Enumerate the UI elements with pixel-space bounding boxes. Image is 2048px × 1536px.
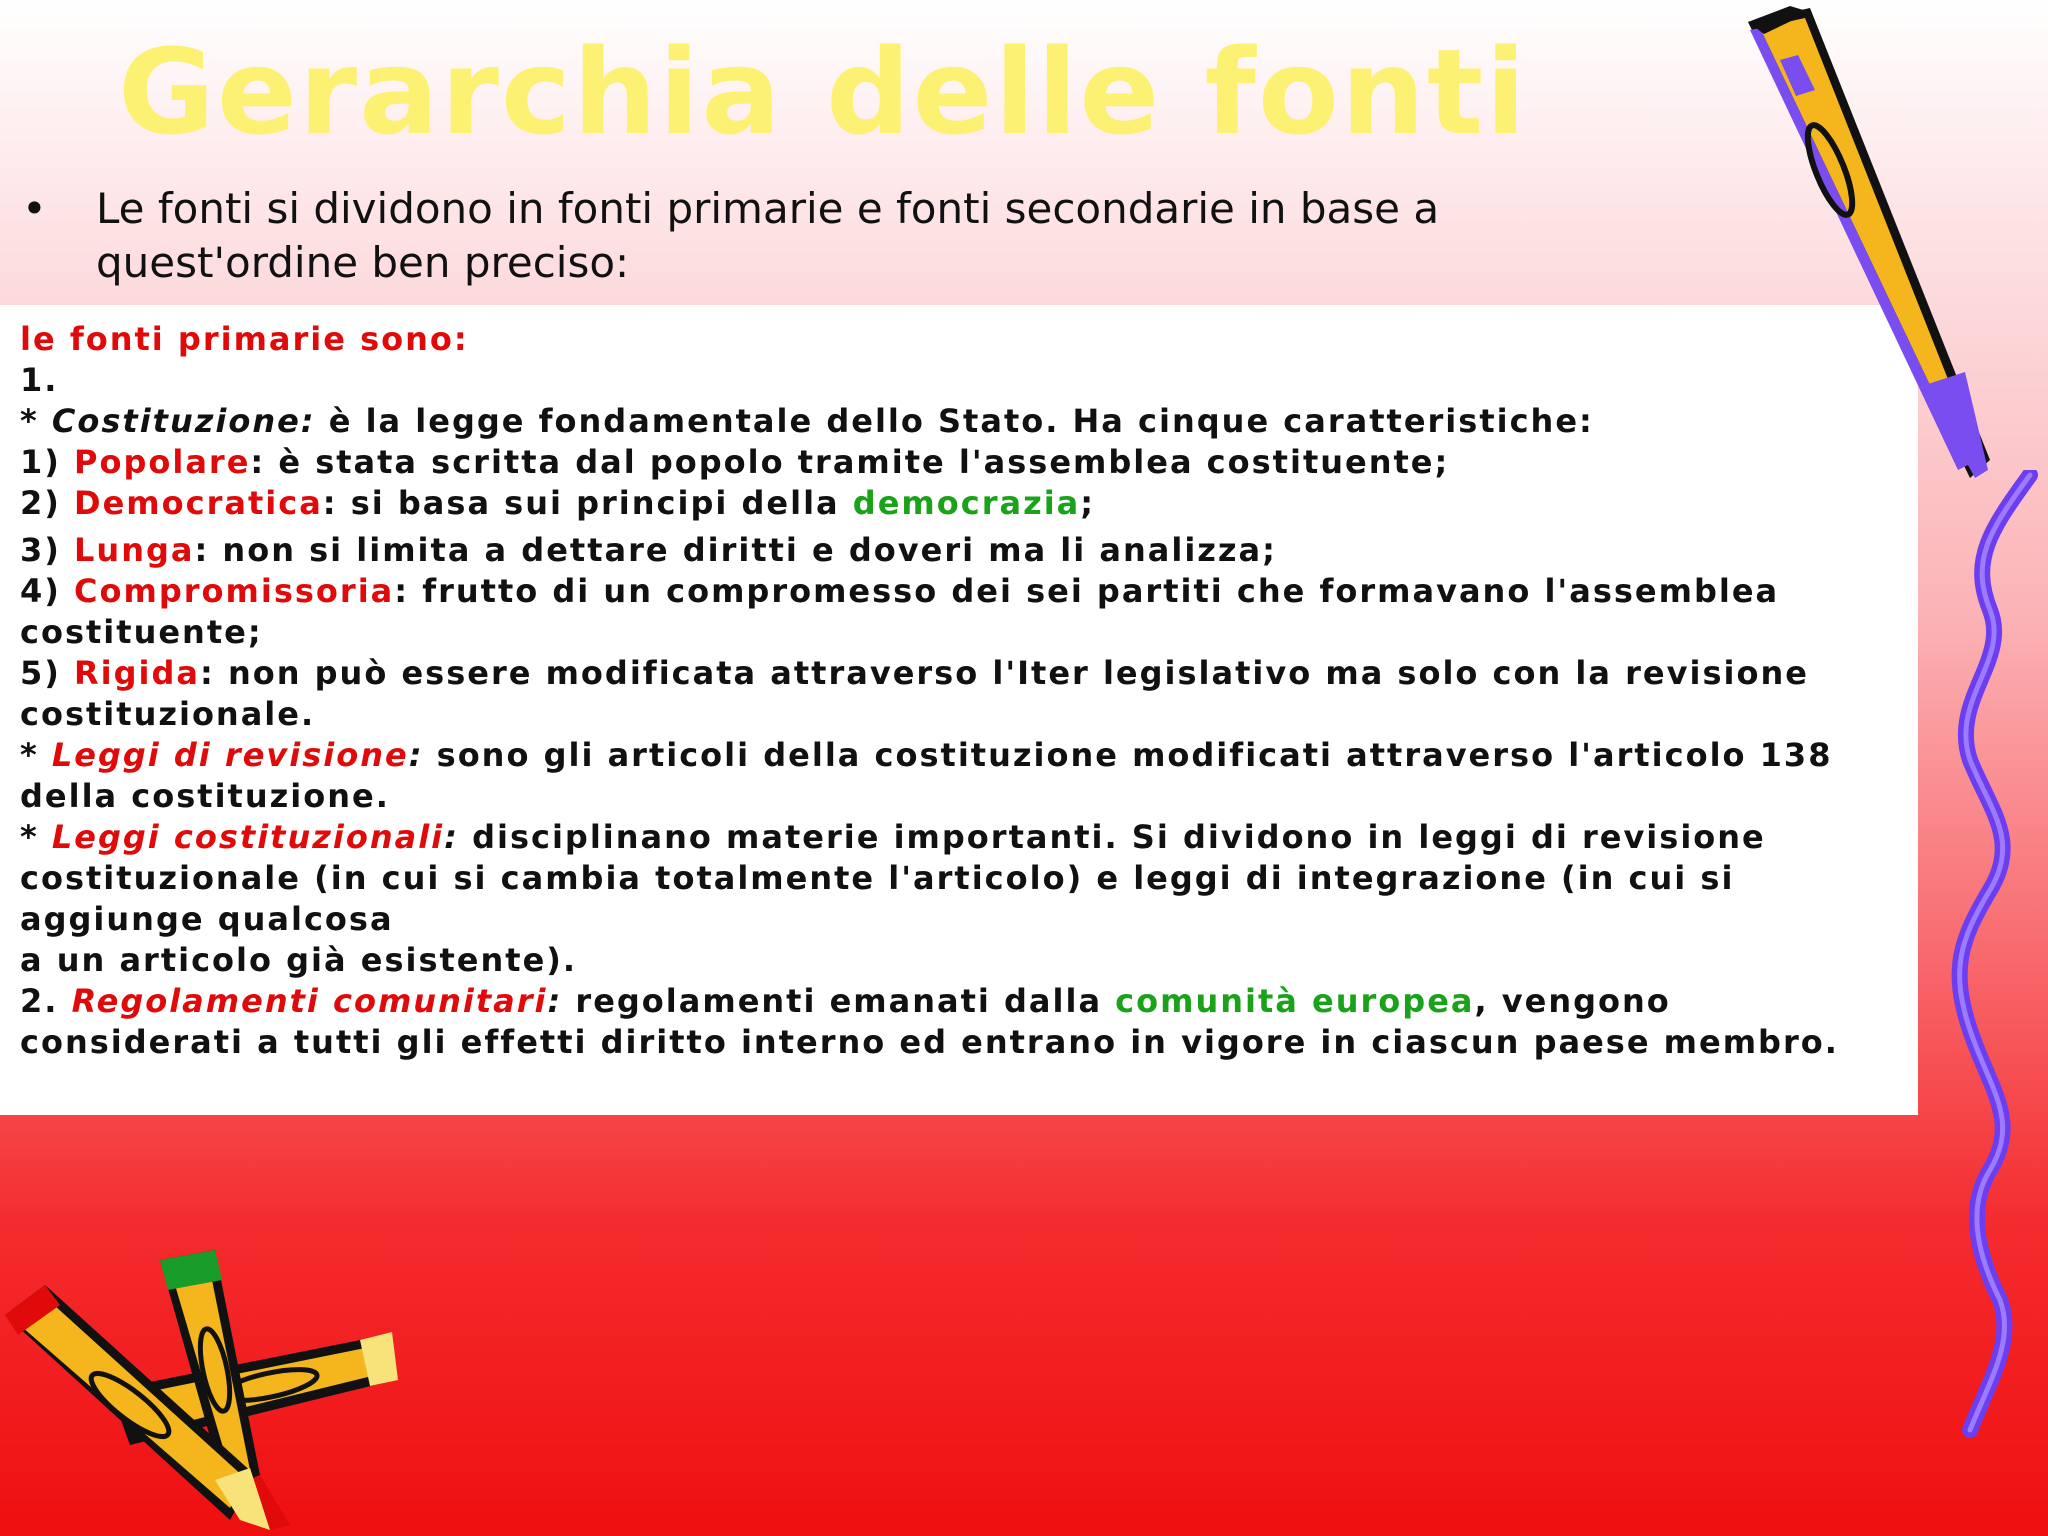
regolamenti-term: Regolamenti comunitari	[71, 982, 548, 1020]
feature-number: 3)	[20, 531, 75, 569]
democratica-term: Democratica	[74, 484, 323, 522]
leggi-costituzionali-text-2: a un articolo già esistente).	[20, 941, 578, 979]
item-number-1: 1.	[20, 361, 59, 399]
intro-text: Le fonti si dividono in fonti primarie e fonti secondarie in base a quest'ordine ben preciso:	[96, 184, 1440, 287]
leggi-revisione-text: sono gli articoli della costituzione modificati attraverso l'articolo 138 della costituzione.	[20, 736, 1833, 815]
lunga-term: Lunga	[74, 531, 195, 569]
costituzione-text: è la legge fondamentale dello Stato. Ha cinque caratteristiche:	[315, 402, 1594, 440]
rigida-term: Rigida	[74, 654, 201, 692]
leggi-costituzionali-line	[20, 817, 1898, 940]
feature-rigida	[20, 653, 1898, 735]
feature-end: ;	[1080, 484, 1096, 522]
popolare-term: Popolare	[74, 443, 251, 481]
leggi-revisione-term: Leggi di revisione	[51, 736, 409, 774]
costituzione-line	[20, 401, 1898, 442]
feature-number: 4)	[20, 572, 75, 610]
content-box	[0, 305, 1918, 1115]
feature-number: 1)	[20, 443, 75, 481]
primary-sources-heading: le fonti primarie sono:	[20, 320, 469, 358]
costituzione-term: Costituzione:	[51, 402, 316, 440]
feature-lunga	[20, 530, 1898, 571]
bullet-star: *	[20, 402, 52, 440]
leggi-costituzionali-text: disciplinano materie importanti. Si dividono in leggi di revisione costituzionale (in cui si cambia totalmente l'articolo) e leggi di integrazione (in cui si aggiunge qualcosa	[20, 818, 1766, 938]
bullet-star: *	[20, 736, 52, 774]
feature-popolare	[20, 442, 1898, 483]
feature-text: : non si limita a dettare diritti e doveri ma li analizza;	[194, 531, 1277, 569]
bullet-star: *	[20, 818, 52, 856]
regolamenti-text-2: , vengono considerati a tutti gli effetti diritto interno ed entrano in vigore in ciascun paese membro.	[20, 982, 1839, 1061]
leggi-costituzionali-term: Leggi costituzionali	[51, 818, 445, 856]
compromissoria-term: Compromissoria	[74, 572, 395, 610]
feature-text: : si basa sui principi della	[322, 484, 853, 522]
term-colon: :	[444, 818, 459, 856]
bullet-icon: •	[22, 184, 47, 233]
wavy-line-icon	[1930, 470, 2048, 1450]
feature-number: 5)	[20, 654, 75, 692]
feature-text: : non può essere modificata attraverso l'Iter legislativo ma solo con la revisione costituzionale.	[20, 654, 1809, 733]
feature-democratica	[20, 483, 1898, 524]
crossed-pencils-icon	[0, 1240, 420, 1530]
intro-paragraph	[22, 182, 1502, 290]
regolamenti-line	[20, 981, 1898, 1063]
term-colon: :	[408, 736, 424, 774]
democrazia-link[interactable]: democrazia	[852, 484, 1081, 522]
feature-text: : è stata scritta dal popolo tramite l'assemblea costituente;	[250, 443, 1450, 481]
regolamenti-text: regolamenti emanati dalla	[562, 982, 1116, 1020]
feature-text: : frutto di un compromesso dei sei partiti che formavano l'assemblea costituente;	[20, 572, 1780, 651]
feature-compromissoria	[20, 571, 1898, 653]
item-number-2: 2.	[20, 982, 72, 1020]
slide-title: Gerarchia delle fonti	[118, 23, 1528, 161]
leggi-revisione-line	[20, 735, 1898, 817]
comunita-europea-link[interactable]: comunità europea	[1115, 982, 1475, 1020]
feature-number: 2)	[20, 484, 75, 522]
pencil-top-right-icon	[1720, 0, 2020, 490]
term-colon: :	[547, 982, 563, 1020]
